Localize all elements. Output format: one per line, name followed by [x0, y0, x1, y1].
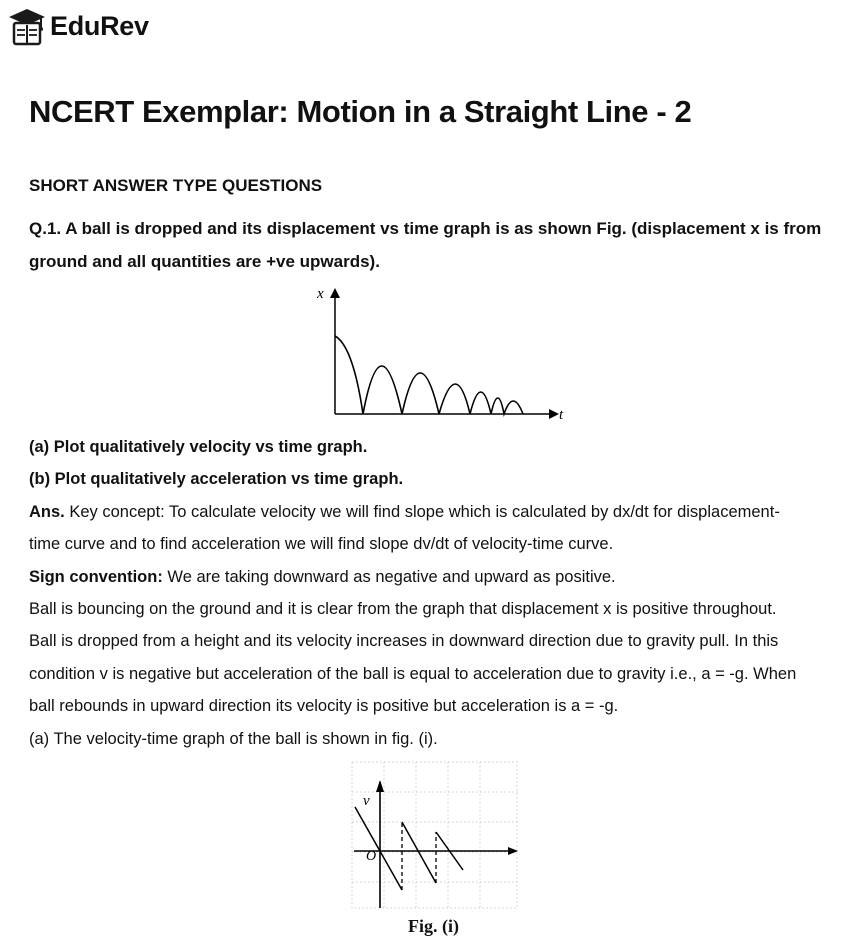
answer-line-7: ball rebounds in upward direction its velocity is positive but acceleration is a = -g. [29, 697, 619, 716]
question-part-a: (a) Plot qualitatively velocity vs time graph. [29, 438, 368, 456]
t-axis-label: t [559, 407, 564, 423]
answer-line-2: time curve and to find acceleration we will find slope dv/dt of velocity-time curve. [29, 535, 614, 554]
brand-name: EduRev [50, 10, 149, 41]
answer-label: Ans. [29, 502, 65, 521]
answer-line-5: Ball is dropped from a height and its velocity increases in downward direction due to gravity pull. In this [29, 632, 779, 651]
displacement-time-graph [313, 284, 573, 424]
answer-text-1: Key concept: To calculate velocity we will find slope which is calculated by dx/dt for displacement- [64, 502, 780, 521]
section-heading: SHORT ANSWER TYPE QUESTIONS [29, 176, 323, 195]
graduation-cap-icon [6, 6, 48, 46]
v-axis-label: v [363, 793, 370, 809]
sign-convention-label: Sign convention: [29, 567, 163, 586]
answer-line-4: Ball is bouncing on the ground and it is clear from the graph that displacement x is positive throughout. [29, 600, 777, 619]
origin-label: O [366, 849, 377, 864]
answer-section [29, 431, 844, 755]
velocity-time-graph [350, 760, 520, 912]
answer-line-3 [29, 561, 844, 593]
question-text: Q.1. A ball is dropped and its displacement vs time graph is as shown Fig. (displacement x is from ground and all quantities are +ve upwards). [29, 219, 822, 271]
question-part-b: (b) Plot qualitatively acceleration vs time graph. [29, 470, 404, 489]
x-axis-label: x [317, 286, 324, 302]
answer-line-6: condition v is negative but acceleration of the ball is equal to acceleration due to gravity i.e., a = -g. When [29, 664, 797, 683]
sign-convention-text: We are taking downward as negative and upward as positive. [162, 567, 616, 586]
answer-line-8: (a) The velocity-time graph of the ball is shown in fig. (i). [29, 729, 438, 748]
answer-line-1 [29, 496, 844, 528]
edurev-logo[interactable] [6, 6, 149, 46]
page-title: NCERT Exemplar: Motion in a Straight Line - 2 [29, 94, 692, 129]
figure-caption: Fig. (i) [408, 916, 459, 936]
